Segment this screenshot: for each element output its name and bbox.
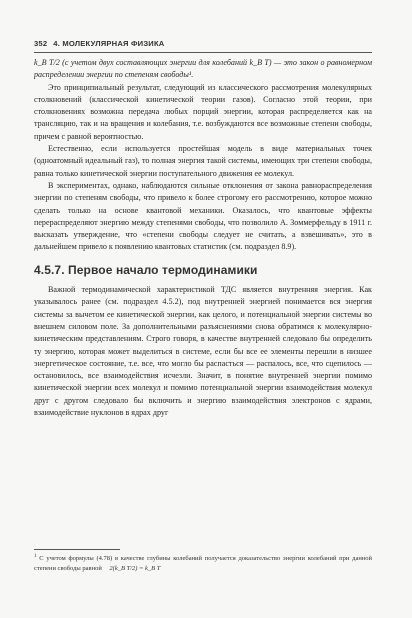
running-header: [34, 36, 372, 50]
paragraph-2: Это принципиальный результат, следующий из классического рассмотрения молекулярных столкновений (классической кинетической теории газов). Согласно этой теории, при столкновениях возможна передача любых порций энергии, которая распределяется как на трансляцию, так и на вращения и колебания, т.е. возбуждаются все возможные степени свободы, причем с равной вероятностью.: [34, 82, 372, 141]
header-divider: [34, 52, 372, 53]
footnote-marker: 1: [34, 554, 37, 559]
page-number: 352: [34, 38, 48, 48]
paragraph-1: k_B T/2 (с учетом двух составляющих энергии для колебаний k_B T) — это закон о равномерном распределении энергии по степеням свободы¹.: [34, 58, 372, 80]
footnote: [34, 552, 372, 574]
section-heading: 4.5.7. Первое начало термодинамики: [34, 262, 258, 277]
page-body: [34, 57, 372, 419]
footnote-formula: 2(k_B T/2) = k_B T: [109, 565, 161, 573]
footnote-divider: [34, 549, 120, 550]
footnote-text: С учетом формулы (4.78) в качестве глубины колебаний получается доказательство энергии колебаний при данной степени свободы равной: [34, 555, 373, 573]
paragraph-3: Естественно, если используется простейшая модель в виде материальных точек (одноатомный идеальный газ), то полная энергия такой системы, имеющих три степени свободы, равна только кинетической энергии поступательного движения ее молекул.: [34, 144, 372, 178]
paragraph-4: В экспериментах, однако, наблюдаются сильные отклонения от закона равнораспределения энергии по степеням свободы, что привело к более строгому его рассмотрению, которое можно сделать только на основе квантовой механики. Оказалось, что квантовые эффекты перераспределяют энергию между степенями свободы, что позволило А. Зоммерфельду в 1911 г. высказать утверждение, что «степени свободы следует не считать, а взвешивать», это в дальнейшем привело к появлению квантовых статистик (см. подраздел 8.9).: [34, 180, 372, 252]
section-paragraph: Важной термодинамической характеристикой ТДС является внутренняя энергия. Как указывалось ранее (см. подраздел 4.5.2), под внутренней энергией понимается вся энергия системы за вычетом ее кинетической энергии, как целого, и потенциальной энергии системы во внешнем силовом поле. За дополнительными разъяснениями снова обратимся к молекулярно-кинетическим представлениям. Строго говоря, в качестве внутренней следовало бы определить ту энергию, которая может выделиться в системе, если бы все ее элементы перешли в низшее энергетическое состояние, т.е. все, что могло бы распасться — распалось, все, что сцепилось — остановилось, все взаимодействия исчезли. Значит, в понятие внутренней энергии помимо кинетической энергии всех молекул и помимо потенциальной энергии взаимодействия молекул друг с другом следовало бы включить и энергию взаимодействия электронов с ядрами, взаимодействие нуклонов в ядрах друг: [34, 285, 372, 418]
chapter-title: 4. МОЛЕКУЛЯРНАЯ ФИЗИКА: [53, 38, 165, 48]
